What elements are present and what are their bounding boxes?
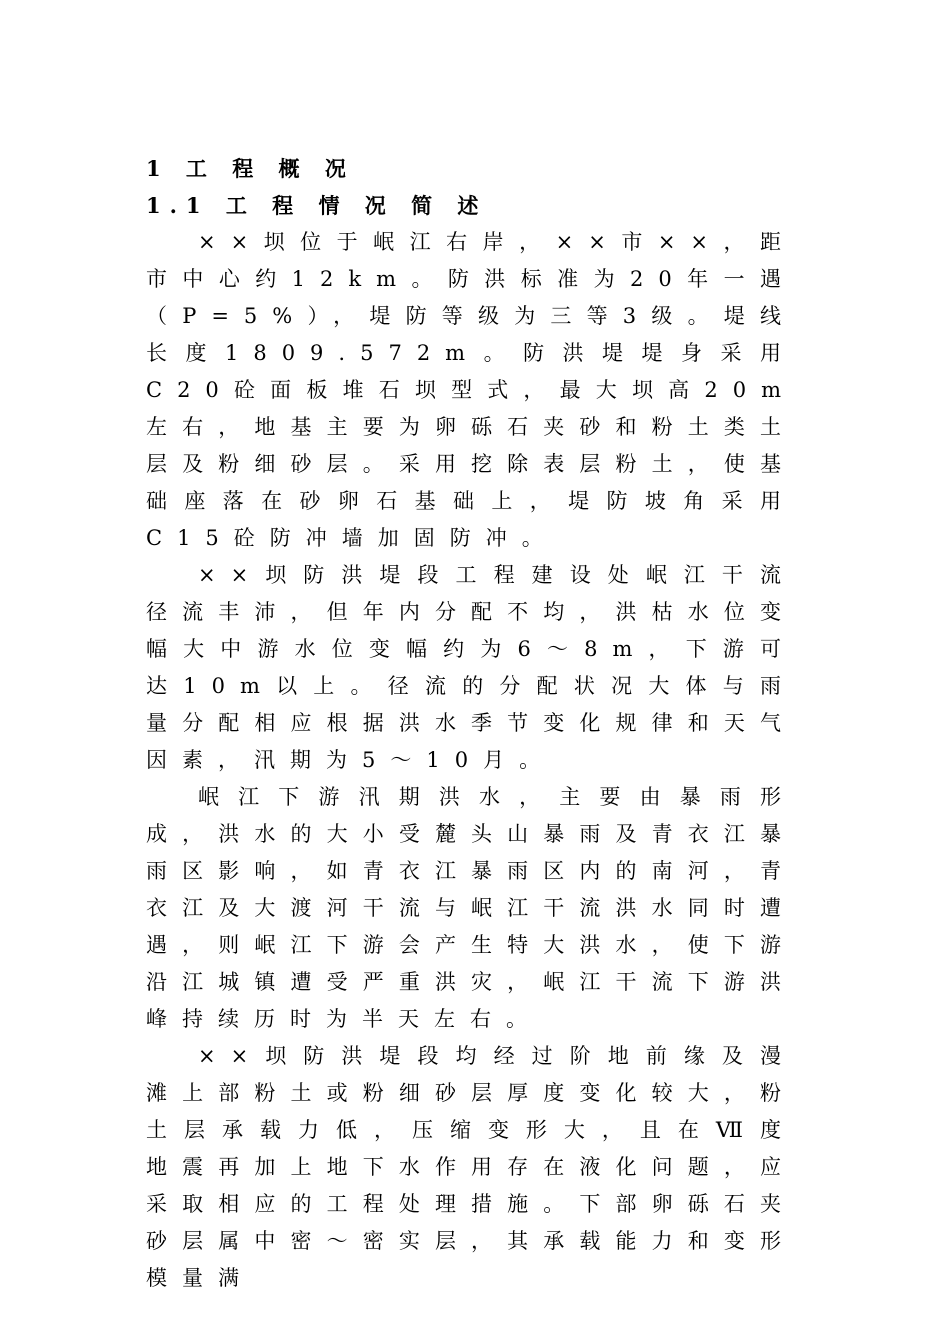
paragraph-runoff: ××坝防洪堤段工程建设处岷江干流径流丰沛，但年内分配不均，洪枯水位变幅大中游水位变幅约为6～8m，下游可达10m以上。径流的分配状况大体与雨量分配相应根据洪水季节变化规律和天气因素，汛期为5～10月。 <box>146 563 796 772</box>
paragraph-project-overview: ××坝位于岷江右岸，××市××，距市中心约12km。防洪标准为20年一遇（P=5%），堤防等级为三等3级。堤线长度1809.572m。防洪堤堤身采用C20砼面板堆石坝型式，最大坝高20m左右，地基主要为卵砾石夹砂和粉土类土层及粉细砂层。采用挖除表层粉土，使基础座落在砂卵石基础上，堤防坡角采用C15砼防冲墙加固防冲。 <box>146 230 796 550</box>
document-body <box>146 150 796 1297</box>
section-heading: 1 工 程 概 况 <box>146 156 355 181</box>
paragraph-geology: ××坝防洪堤段均经过阶地前缘及漫滩上部粉土或粉细砂层厚度变化较大，粉土层承载力低，压缩变形大，且在Ⅶ度地震再加上地下水作用存在液化问题，应采取相应的工程处理措施。下部卵砾石夹砂层属中密～密实层，其承载能力和变形模量满 <box>146 1044 796 1290</box>
subsection-heading: 1.1 工 程 情 况 简 述 <box>146 193 488 218</box>
paragraph-flood: 岷江下游汛期洪水，主要由暴雨形成，洪水的大小受麓头山暴雨及青衣江暴雨区影响，如青衣江暴雨区内的南河，青衣江及大渡河干流与岷江干流洪水同时遭遇，则岷江下游会产生特大洪水，使下游沿江城镇遭受严重洪灾，岷江干流下游洪峰持续历时为半天左右。 <box>146 785 796 1031</box>
